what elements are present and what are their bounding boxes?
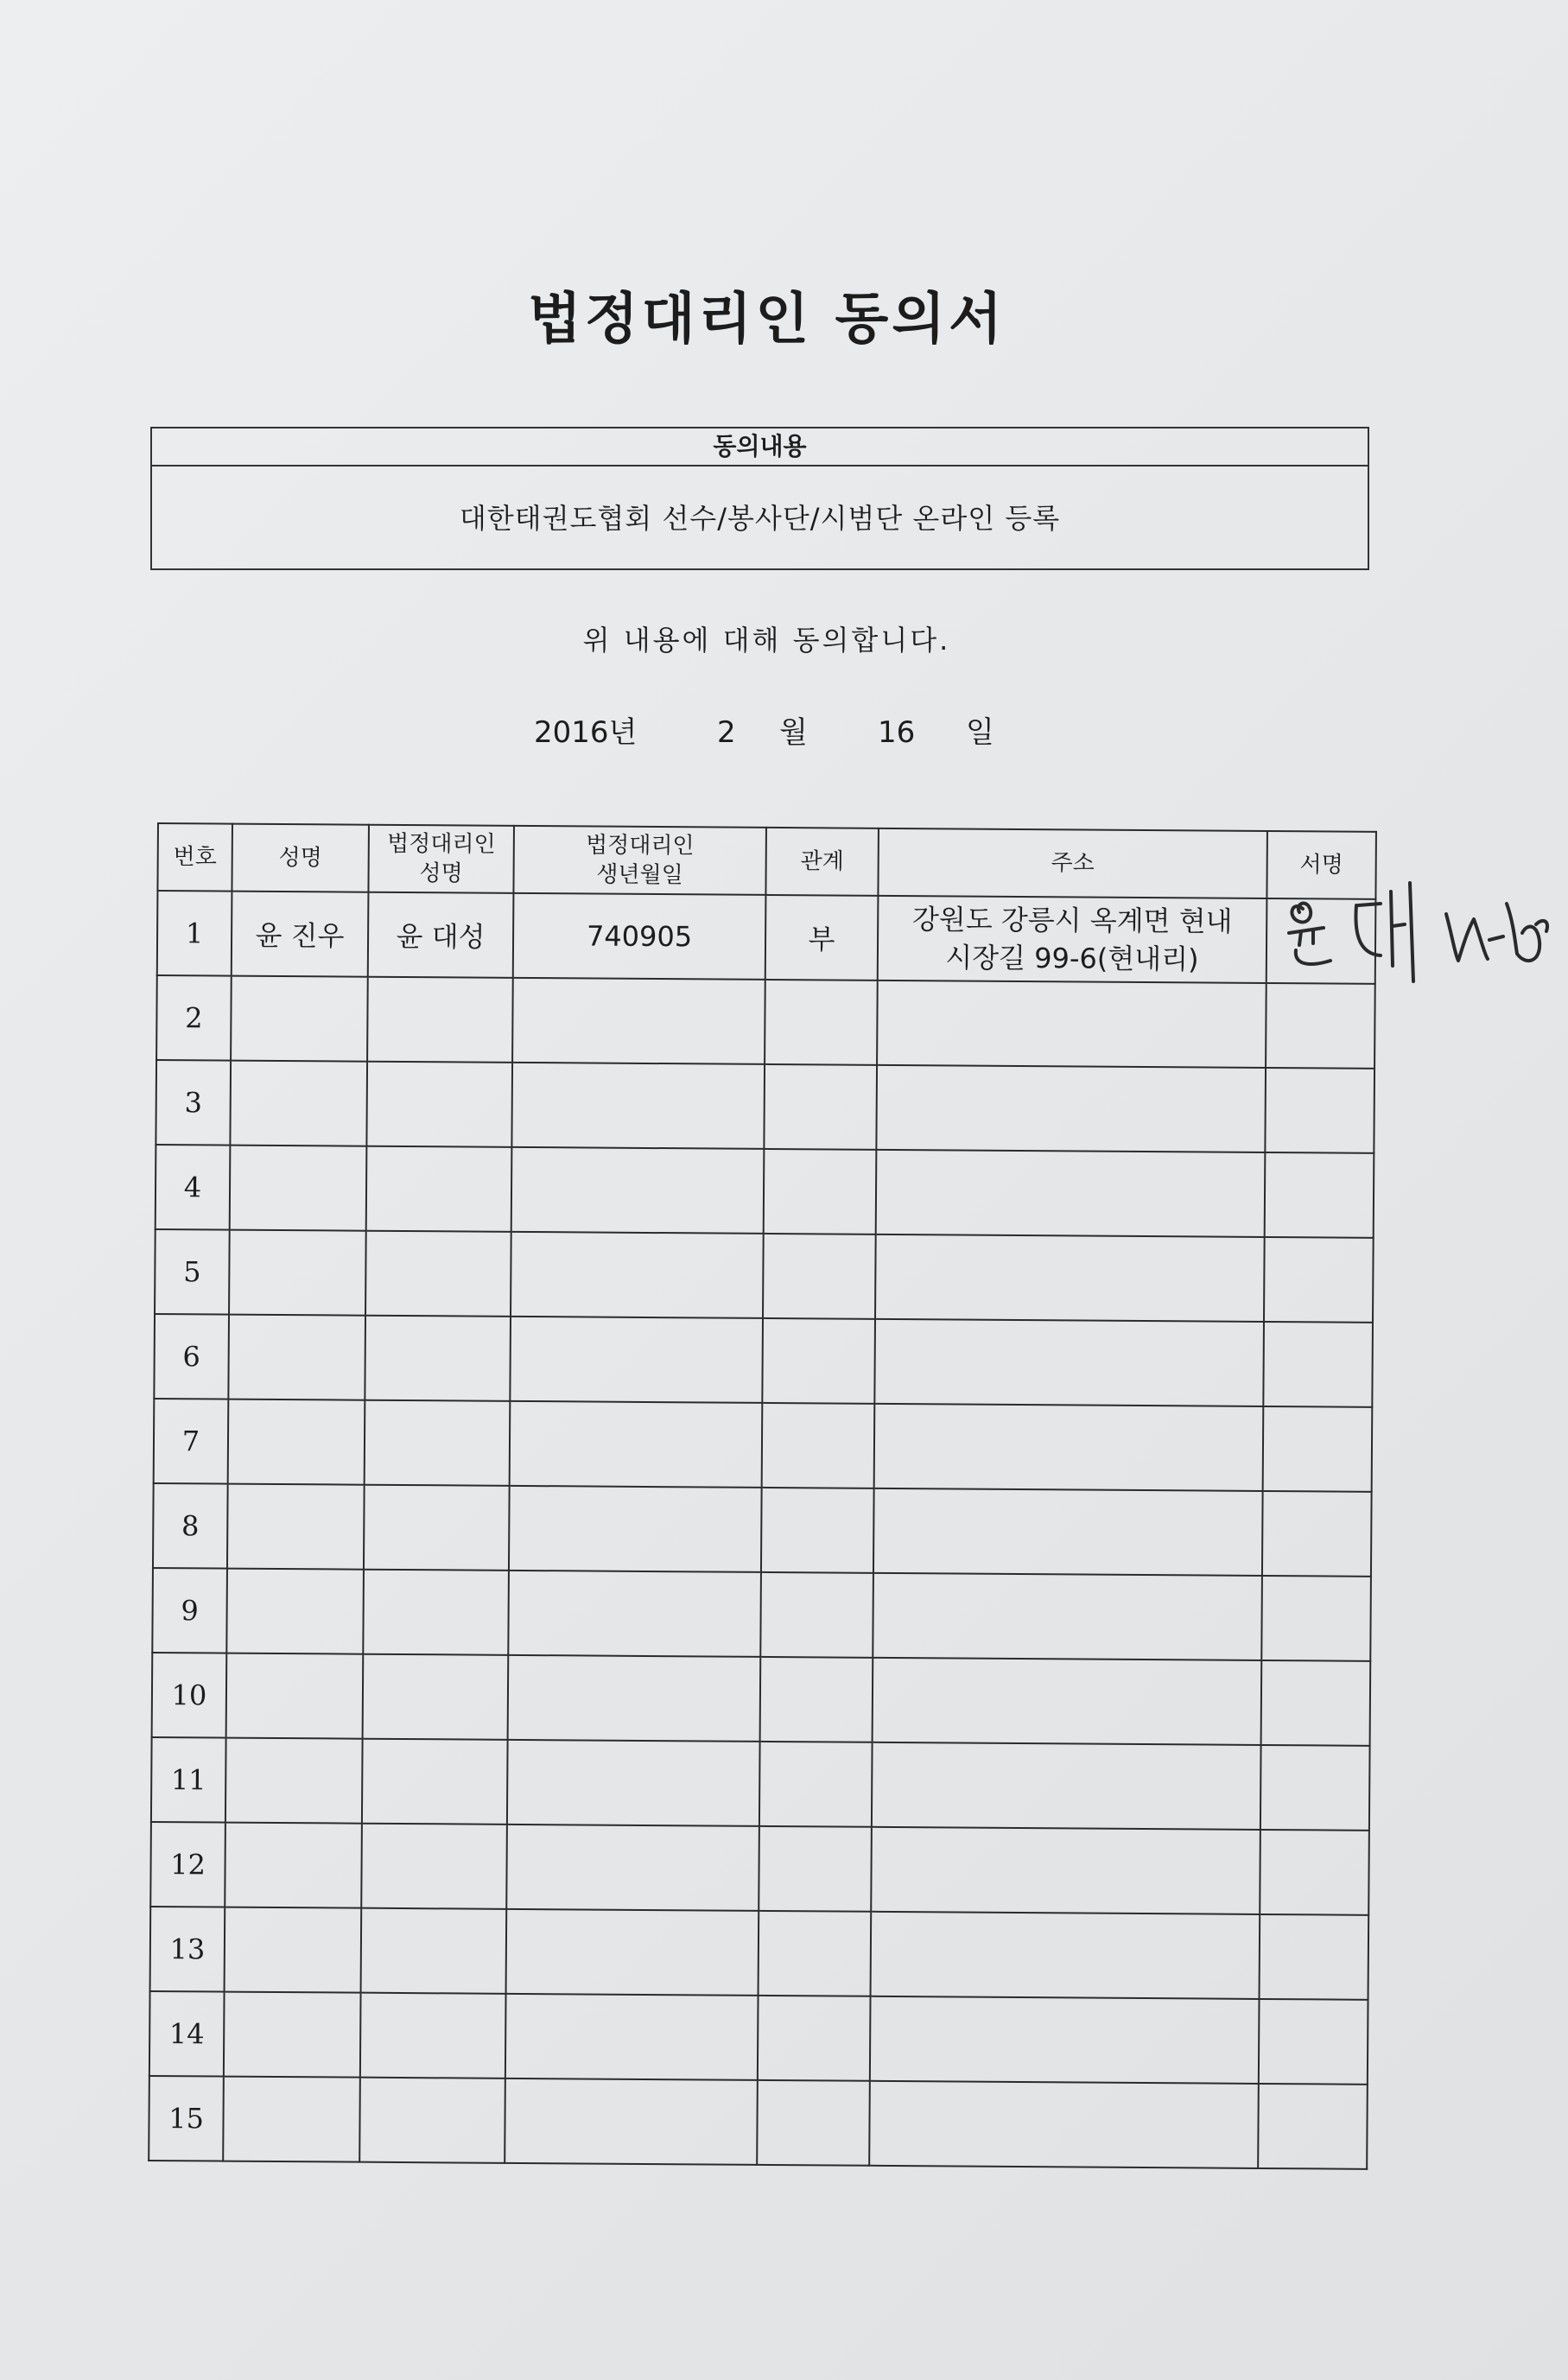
cell-address: [876, 1065, 1266, 1152]
consent-box: [150, 427, 1369, 570]
cell-signature: [1262, 1491, 1372, 1577]
cell-name: [228, 1399, 365, 1485]
table-header-row: [157, 823, 1376, 899]
table-row: [156, 1145, 1374, 1238]
cell-name: [228, 1315, 365, 1400]
cell-guardian-birth: [511, 1147, 765, 1234]
cell-name: [225, 1823, 362, 1908]
header-number: 번호: [157, 823, 232, 892]
header-signature: 서명: [1266, 831, 1376, 899]
cell-number: 2: [156, 975, 232, 1061]
cell-guardian-name: [366, 1146, 512, 1232]
address-line-2: [873, 1700, 1260, 1703]
address-line-2: [871, 2039, 1258, 2041]
cell-name: [230, 1061, 367, 1146]
cell-number: 1: [157, 891, 232, 976]
address-line-2: 시장길 99-6(현내리): [945, 941, 1199, 976]
cell-signature: [1263, 1322, 1373, 1407]
address-line-2: [878, 1107, 1265, 1110]
cell-relation: [765, 980, 878, 1065]
cell-guardian-birth: [512, 978, 765, 1064]
cell-guardian-name: [365, 1231, 511, 1317]
cell-guardian-name: [366, 1062, 512, 1147]
address-line-1: [871, 2123, 1258, 2126]
cell-guardian-name: [363, 1570, 509, 1655]
header-guardian-name: 법정대리인 성명: [368, 825, 514, 893]
cell-signature: [1263, 1406, 1373, 1492]
address-line-1: [872, 1954, 1259, 1957]
cell-guardian-name: [365, 1316, 511, 1401]
cell-guardian-birth: 740905: [513, 893, 766, 980]
address-line-2: [871, 2123, 1258, 2126]
cell-number: 6: [154, 1314, 229, 1399]
cell-guardian-name: [362, 1739, 508, 1825]
address-line-1: [877, 1192, 1264, 1195]
cell-number: 12: [150, 1822, 225, 1907]
address-line-1: [873, 1785, 1260, 1787]
cell-name: [223, 2077, 360, 2162]
address-line-2: [873, 1785, 1260, 1787]
address-line-1: 강원도 강릉시 옥계면 현내: [911, 903, 1233, 938]
cell-relation: [764, 1064, 877, 1150]
cell-signature: [1260, 1745, 1370, 1831]
cell-number: 15: [149, 2076, 224, 2161]
table-row: [152, 1653, 1371, 1746]
header-name: 성명: [232, 824, 369, 892]
cell-address: [872, 1742, 1261, 1830]
cell-guardian-name: [359, 2078, 505, 2163]
cell-relation: [759, 1911, 872, 1996]
cell-name: [226, 1569, 364, 1654]
address-line-1: [878, 1107, 1265, 1110]
cell-relation: [762, 1403, 875, 1488]
cell-address: [871, 1912, 1260, 1999]
cell-number: 5: [155, 1229, 230, 1315]
cell-guardian-birth: [509, 1486, 762, 1572]
cell-address: [873, 1488, 1263, 1576]
cell-signature: [1258, 2084, 1368, 2169]
cell-relation: [760, 1657, 873, 1742]
cell-name: [231, 976, 368, 1062]
table-row: [151, 1737, 1370, 1831]
cell-relation: [762, 1318, 875, 1404]
cell-number: 11: [151, 1737, 226, 1823]
cell-address: [873, 1573, 1262, 1660]
cell-number: 8: [153, 1483, 228, 1569]
cell-guardian-birth: [506, 1909, 759, 1996]
date-year: 2016년: [534, 715, 638, 750]
cell-relation: [761, 1488, 874, 1573]
cell-address: [871, 1827, 1260, 1914]
address-line-1: [876, 1361, 1263, 1364]
address-line-1: [873, 1869, 1260, 1872]
cell-guardian-birth: [510, 1401, 763, 1488]
address-line-1: [874, 1615, 1261, 1618]
cell-guardian-birth: [508, 1571, 761, 1657]
date-day-unit: 일: [966, 715, 994, 750]
cell-signature: [1265, 1068, 1374, 1153]
table-row: [150, 1822, 1369, 1915]
cell-guardian-birth: [507, 1740, 760, 1826]
address-line-1: [871, 2039, 1258, 2041]
address-line-1: [878, 1023, 1265, 1025]
cell-relation: [759, 1826, 872, 1912]
cell-name: 윤 진우: [232, 892, 369, 977]
cell-signature: [1265, 1152, 1374, 1238]
cell-address: [876, 1150, 1266, 1237]
cell-address: [873, 1658, 1262, 1745]
address-line-2: [873, 1869, 1260, 1872]
cell-address: [875, 1234, 1265, 1322]
cell-name: [229, 1230, 366, 1316]
date-month-unit: 월: [779, 715, 808, 750]
address-line-2: [876, 1277, 1263, 1279]
table-row: [150, 1907, 1369, 2000]
cell-guardian-name: [361, 1908, 507, 1994]
table-row: [154, 1399, 1373, 1492]
cell-address: [874, 1319, 1264, 1406]
guardian-table: [148, 822, 1377, 2170]
header-relation: 관계: [765, 828, 879, 896]
cell-name: [225, 1907, 362, 1993]
cell-relation: [763, 1234, 876, 1319]
cell-signature: [1261, 1660, 1371, 1746]
cell-number: 13: [150, 1907, 225, 1992]
cell-name: [230, 1146, 367, 1231]
table-row: [149, 1991, 1368, 2085]
cell-address: [874, 1404, 1264, 1491]
address-line-2: [878, 1023, 1265, 1025]
consent-content: 대한태권도협회 선수/봉사단/시범단 온라인 등록: [459, 502, 1061, 535]
cell-signature: [1260, 1830, 1369, 1915]
cell-number: 3: [156, 1060, 231, 1146]
cell-guardian-name: [361, 1824, 507, 1909]
table-row: [153, 1483, 1372, 1577]
cell-guardian-name: [367, 977, 513, 1063]
cell-relation: 부: [765, 895, 879, 981]
document-title: 법정대리인 동의서: [528, 288, 1006, 352]
cell-number: 4: [156, 1145, 231, 1230]
table-row: [156, 975, 1375, 1069]
header-guardian-birth: 법정대리인 생년월일: [513, 826, 766, 895]
table-row: [157, 891, 1376, 984]
cell-guardian-birth: [506, 1825, 759, 1911]
cell-signature: [1259, 1999, 1368, 2085]
cell-name: [227, 1484, 365, 1570]
address-line-1: [873, 1700, 1260, 1703]
cell-guardian-name: [360, 1993, 506, 2079]
address-line-2: [874, 1531, 1261, 1533]
cell-relation: [759, 1742, 873, 1827]
cell-guardian-birth: [510, 1317, 763, 1403]
address-line-1: [876, 1277, 1263, 1279]
cell-name: [226, 1653, 364, 1739]
cell-address: [869, 2081, 1259, 2168]
cell-signature: [1260, 1914, 1369, 2000]
cell-name: [225, 1738, 363, 1824]
cell-number: 14: [149, 1991, 225, 2077]
cell-signature: [1266, 983, 1375, 1069]
cell-number: 10: [152, 1653, 227, 1738]
cell-guardian-birth: [511, 1063, 765, 1149]
cell-guardian-birth: [511, 1232, 764, 1318]
header-address: 주소: [878, 828, 1267, 898]
cell-guardian-name: [365, 1400, 511, 1486]
cell-number: 9: [152, 1568, 227, 1653]
cell-guardian-name: [363, 1654, 509, 1740]
address-line-2: [875, 1446, 1262, 1449]
cell-signature: [1264, 1237, 1374, 1323]
cell-guardian-birth: [505, 1994, 759, 2080]
address-line-2: [874, 1615, 1261, 1618]
address-line-1: [875, 1446, 1262, 1449]
agreement-statement: 위 내용에 대해 동의합니다.: [582, 624, 951, 657]
table-row: [156, 1060, 1374, 1153]
consent-header: 동의내용: [152, 428, 1368, 466]
date-day: 16: [878, 715, 916, 750]
cell-relation: [757, 2080, 870, 2166]
cell-number: 7: [154, 1399, 229, 1484]
cell-address: [870, 1996, 1260, 2084]
table-row: [155, 1229, 1374, 1323]
cell-guardian-name: [364, 1485, 510, 1571]
cell-address: [877, 981, 1266, 1068]
cell-signature: [1261, 1576, 1371, 1661]
address-line-2: [876, 1361, 1263, 1364]
table-row: [149, 2076, 1368, 2169]
cell-guardian-birth: [505, 2079, 758, 2165]
cell-guardian-birth: [508, 1655, 761, 1742]
cell-relation: [764, 1149, 877, 1234]
cell-relation: [760, 1572, 873, 1658]
cell-address: [878, 896, 1267, 983]
address-line-1: [874, 1531, 1261, 1533]
address-line-2: [872, 1954, 1259, 1957]
table-row: [154, 1314, 1373, 1407]
cell-relation: [758, 1996, 871, 2081]
table-row: [152, 1568, 1371, 1661]
cell-name: [224, 1992, 361, 2078]
cell-guardian-name: 윤 대성: [368, 892, 514, 978]
date-month: 2: [717, 715, 736, 750]
address-line-2: [877, 1192, 1264, 1195]
handwritten-signature-icon: [1277, 871, 1555, 983]
